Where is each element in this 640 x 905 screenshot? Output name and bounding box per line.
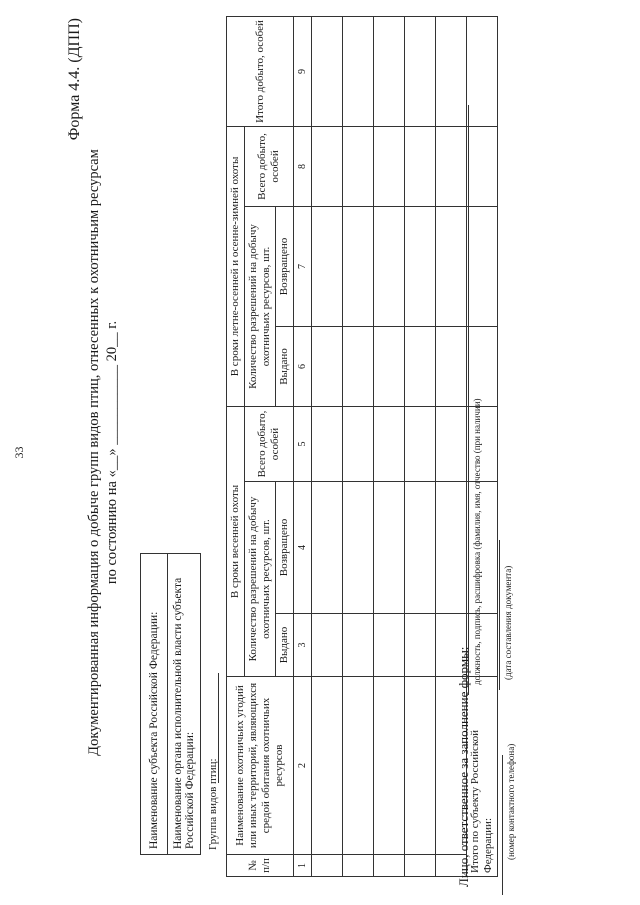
table-cell[interactable] <box>405 406 436 481</box>
date-caption: (дата составления документа) <box>503 565 513 680</box>
phone-caption: (номер контактного телефона) <box>506 743 516 860</box>
table-cell[interactable] <box>374 326 405 406</box>
column-number: 1 <box>294 855 312 877</box>
header-autumn-total: Всего добыто, особей <box>245 126 294 206</box>
table-cell[interactable] <box>374 482 405 614</box>
header-spring-season: В сроки весенней охоты <box>227 406 245 676</box>
table-row <box>343 16 374 876</box>
column-number: 5 <box>294 406 312 481</box>
table-cell[interactable] <box>405 482 436 614</box>
header-autumn-season: В сроки летне-осенней и осенне-зимней охоты <box>227 126 245 406</box>
table-cell[interactable] <box>467 206 498 326</box>
document-title <box>85 0 121 905</box>
table-cell[interactable] <box>436 406 467 481</box>
table-cell[interactable] <box>343 16 374 126</box>
phone-number-field[interactable] <box>502 755 503 895</box>
column-number: 8 <box>294 126 312 206</box>
table-cell[interactable] <box>405 326 436 406</box>
table-row <box>312 16 343 876</box>
table-cell[interactable] <box>343 406 374 481</box>
table-cell[interactable] <box>405 16 436 126</box>
table-cell[interactable] <box>312 677 343 855</box>
column-number: 7 <box>294 206 312 326</box>
table-cell[interactable] <box>436 206 467 326</box>
table-cell[interactable] <box>343 855 374 877</box>
table-cell[interactable] <box>312 614 343 677</box>
column-number: 3 <box>294 614 312 677</box>
table-cell[interactable] <box>343 482 374 614</box>
subject-name-field[interactable]: Наименование субъекта Российской Федерации: <box>141 554 168 855</box>
subject-info-table <box>140 553 201 855</box>
table-cell[interactable] <box>343 126 374 206</box>
table-cell[interactable] <box>312 126 343 206</box>
header-autumn-returned: Возвращено <box>276 206 294 326</box>
table-cell[interactable] <box>374 677 405 855</box>
table-cell[interactable] <box>405 677 436 855</box>
table-cell[interactable] <box>436 16 467 126</box>
table-row <box>374 16 405 876</box>
table-cell[interactable] <box>343 326 374 406</box>
column-number: 4 <box>294 482 312 614</box>
header-spring-issued: Выдано <box>276 614 294 677</box>
table-cell[interactable] <box>312 855 343 877</box>
table-cell[interactable] <box>312 406 343 481</box>
header-autumn-permits: Количество разрешений на добычу охотничьих ресурсов, шт. <box>245 206 276 406</box>
table-cell[interactable] <box>467 126 498 206</box>
header-num: № п/п <box>227 855 294 877</box>
total-label: Итого по субъекту Российской Федерации: <box>467 677 498 877</box>
table-cell[interactable] <box>312 206 343 326</box>
table-cell[interactable] <box>312 16 343 126</box>
table-cell[interactable] <box>467 16 498 126</box>
header-spring-total: Всего добыто, особей <box>245 406 294 481</box>
table-cell[interactable] <box>436 482 467 614</box>
column-number: 9 <box>294 16 312 126</box>
header-spring-permits: Количество разрешений на добычу охотничьих ресурсов, шт. <box>245 482 276 677</box>
form-code: Форма 4.4. (ДПП) <box>66 18 83 141</box>
column-numbers-row <box>294 16 312 876</box>
table-cell[interactable] <box>343 677 374 855</box>
table-cell[interactable] <box>374 406 405 481</box>
page-number: 33 <box>12 446 26 459</box>
authority-name-field[interactable]: Наименование органа исполнительной власти субъекта Российской Федерации: <box>168 554 201 855</box>
table-cell[interactable] <box>312 482 343 614</box>
table-cell[interactable] <box>374 16 405 126</box>
title-line-2: по состоянию на «__» ___________ 20__ г. <box>104 320 120 585</box>
table-cell[interactable] <box>405 855 436 877</box>
table-cell[interactable] <box>374 855 405 877</box>
bird-group-label: Группа видов птиц: <box>207 758 219 850</box>
table-cell[interactable] <box>405 126 436 206</box>
bird-group-field[interactable] <box>218 673 219 783</box>
responsible-caption: должность, подпись, расшифровка (фамилия, имя, отчество (при наличии) <box>472 398 482 685</box>
table-cell[interactable] <box>436 126 467 206</box>
table-cell[interactable] <box>405 206 436 326</box>
table-cell[interactable] <box>343 614 374 677</box>
table-cell[interactable] <box>374 206 405 326</box>
table-cell[interactable] <box>467 326 498 406</box>
header-autumn-issued: Выдано <box>276 326 294 406</box>
table-cell[interactable] <box>436 326 467 406</box>
table-cell[interactable] <box>405 614 436 677</box>
table-cell[interactable] <box>312 326 343 406</box>
table-cell[interactable] <box>374 126 405 206</box>
column-number: 6 <box>294 326 312 406</box>
responsible-label: Лицо, ответственное за заполнение формы: <box>456 646 471 887</box>
responsible-signature-field[interactable] <box>468 105 469 695</box>
column-number: 2 <box>294 677 312 855</box>
header-spring-returned: Возвращено <box>276 482 294 614</box>
header-territory: Наименование охотничьих угодий или иных территорий, являющихся средой обитания охотничьих ресурсов <box>227 677 294 855</box>
title-line-1: Документированная информация о добыче групп видов птиц, отнесенных к охотничьим ресурсам <box>86 149 102 756</box>
document-date-field[interactable] <box>499 540 500 690</box>
header-grand-total: Итого добыто, особей <box>227 16 294 126</box>
table-cell[interactable] <box>343 206 374 326</box>
table-row <box>405 16 436 876</box>
table-cell[interactable] <box>374 614 405 677</box>
